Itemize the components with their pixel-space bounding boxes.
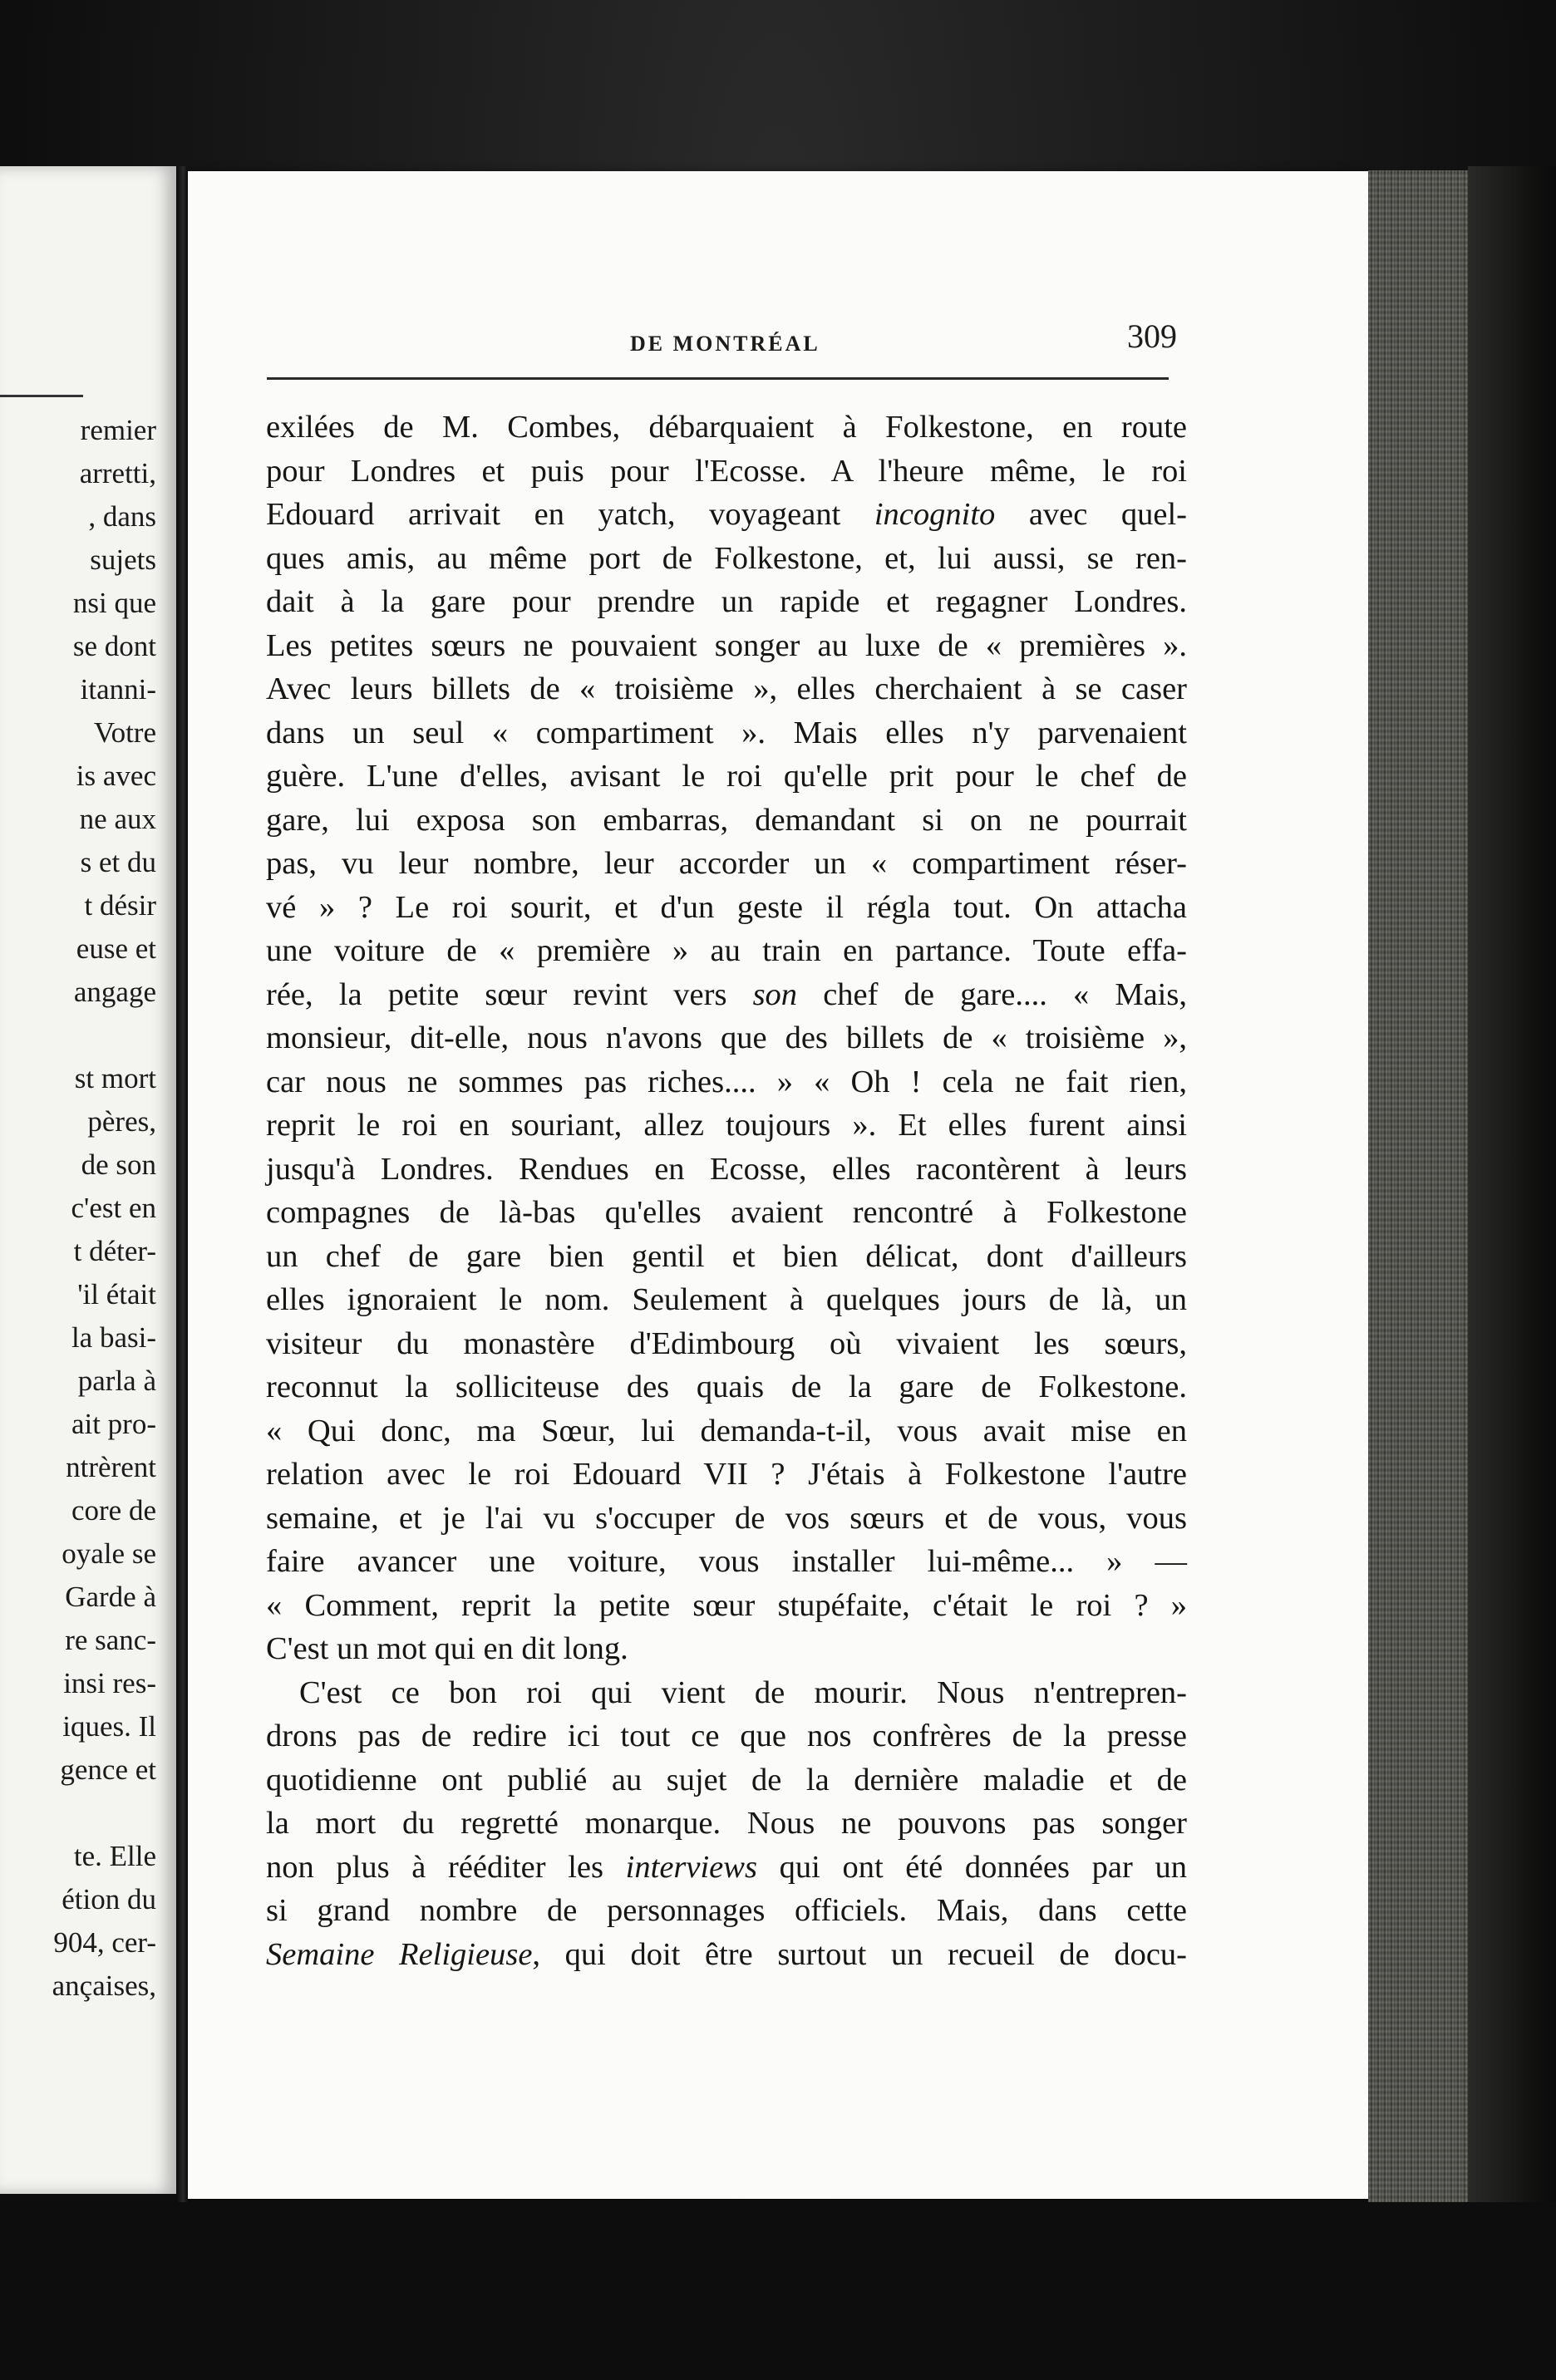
left-page-line: c'est en — [71, 1192, 156, 1224]
text-run: avec quel- — [995, 497, 1187, 532]
text-run: « Qui donc, ma Sœur, lui demanda-t-il, vous avait mise en — [266, 1413, 1187, 1448]
text-run: semaine, et je l'ai vu s'occuper de vos sœurs et de vous, vous — [266, 1500, 1187, 1536]
text-run: non plus à rééditer les — [266, 1849, 626, 1885]
text-line — [266, 1191, 1187, 1235]
text-run: C'est ce bon roi qui vient de mourir. Nous n'entrepren- — [299, 1674, 1187, 1710]
text-line — [266, 1365, 1187, 1409]
header-rule — [267, 377, 1169, 380]
left-page-line: remier — [80, 414, 156, 446]
left-page-line: ntrèrent — [66, 1451, 156, 1483]
left-page-line: itanni- — [80, 673, 156, 706]
text-line — [266, 1060, 1187, 1104]
text-run: Semaine Religieuse — [266, 1936, 533, 1972]
text-run: elles ignoraient le nom. Seulement à quelques jours de là, un — [266, 1282, 1187, 1317]
text-run: la mort du regretté monarque. Nous ne pouvons pas songer — [266, 1806, 1187, 1841]
running-title: DE MONTRÉAL — [630, 332, 820, 356]
text-run: pas, vu leur nombre, leur accorder un « compartiment réser- — [266, 846, 1187, 881]
left-page-line: se dont — [72, 630, 156, 662]
text-run: Les petites sœurs ne pouvaient songer au luxe de « premières ». — [266, 627, 1187, 663]
left-page-rule — [0, 395, 83, 397]
text-run: car nous ne sommes pas riches.... » « Oh ! cela ne fait rien, — [266, 1064, 1187, 1099]
text-line — [266, 667, 1187, 711]
text-line — [266, 886, 1187, 930]
text-run: son — [752, 976, 798, 1012]
text-run: une voiture de « première » au train en partance. Toute effa- — [266, 933, 1187, 968]
text-run: C'est un mot qui en dit long. — [266, 1631, 628, 1666]
left-page-line: parla à — [77, 1365, 156, 1397]
text-line — [266, 711, 1187, 755]
text-run: reconnut la solliciteuse des quais de la gare de Folkestone. — [266, 1369, 1187, 1404]
left-page-line: iques. Il — [62, 1710, 156, 1743]
text-run: ques amis, au même port de Folkestone, et, lui aussi, se ren- — [266, 540, 1187, 576]
left-page-line: ait pro- — [71, 1408, 156, 1440]
text-line — [266, 1148, 1187, 1192]
text-line — [266, 1409, 1187, 1453]
book-gutter — [176, 166, 188, 2219]
text-line — [266, 1278, 1187, 1322]
left-page-line: 'il était — [77, 1278, 156, 1310]
text-line — [266, 450, 1187, 494]
text-line — [266, 1846, 1187, 1890]
left-page-line: st mort — [74, 1062, 156, 1094]
text-run: Avec leurs billets de « troisième », elles cherchaient à se caser — [266, 671, 1187, 706]
text-run: reprit le roi en souriant, allez toujours ». Et elles furent ainsi — [266, 1108, 1187, 1143]
left-page-line: 904, cer- — [53, 1926, 156, 1959]
left-page-line: nsi que — [72, 587, 156, 619]
text-line — [266, 1758, 1187, 1802]
left-page-line: re sanc- — [65, 1624, 156, 1656]
text-run: si grand nombre de personnages officiels. Mais, dans cette — [266, 1893, 1187, 1928]
text-line — [266, 929, 1187, 973]
text-line — [266, 537, 1187, 581]
text-line — [266, 973, 1187, 1017]
text-line — [266, 1497, 1187, 1541]
text-run: dait à la gare pour prendre un rapide et regagner Londres. — [266, 584, 1187, 619]
text-run: incognito — [874, 497, 996, 532]
text-line — [266, 1540, 1187, 1584]
text-run: compagnes de là-bas qu'elles avaient rencontré à Folkestone — [266, 1195, 1187, 1230]
text-run: dans un seul « compartiment ». Mais elles n'y parvenaient — [266, 715, 1187, 750]
text-line — [266, 1627, 1187, 1671]
text-line — [266, 1933, 1187, 1977]
text-run: interviews — [625, 1849, 757, 1885]
text-run: faire avancer une voiture, vous installer lui-même... » — — [266, 1544, 1187, 1579]
text-run: pour Londres et puis pour l'Ecosse. A l'heure même, le roi — [266, 453, 1187, 489]
left-page-line: Garde à — [65, 1581, 156, 1613]
text-run: Edouard arrivait en yatch, voyageant — [266, 497, 874, 532]
left-page-line: s et du — [80, 846, 156, 878]
text-line — [266, 1584, 1187, 1628]
text-run: drons pas de redire ici tout ce que nos confrères de la presse — [266, 1719, 1187, 1753]
bottom-shadow — [0, 2202, 1556, 2380]
text-line — [266, 1802, 1187, 1846]
left-page-line: is avec — [76, 760, 156, 792]
text-line — [266, 406, 1187, 450]
left-page-line: de son — [81, 1148, 156, 1181]
left-page-line: angage — [73, 976, 156, 1008]
left-page-line: , dans — [88, 500, 156, 533]
body-text — [266, 406, 1187, 1976]
text-line — [266, 1104, 1187, 1148]
left-page-line: t désir — [84, 889, 156, 922]
text-run: vé » ? Le roi sourit, et d'un geste il régla tout. On attacha — [266, 889, 1187, 925]
left-page-line: sujets — [90, 543, 156, 576]
text-line — [266, 1235, 1187, 1279]
left-page-line: pères, — [87, 1105, 156, 1138]
left-page-line: core de — [71, 1494, 156, 1527]
text-run: chef de gare.... « Mais, — [797, 976, 1187, 1012]
text-run: exilées de M. Combes, débarquaient à Folkestone, en route — [266, 410, 1187, 445]
text-run: relation avec le roi Edouard VII ? J'étais à Folkestone l'autre — [266, 1457, 1187, 1492]
page-edges — [1368, 170, 1468, 2206]
left-page-line: étion du — [62, 1883, 156, 1915]
text-run: gare, lui exposa son embarras, demandant si on ne pourrait — [266, 802, 1187, 838]
book-page — [188, 171, 1368, 2199]
left-facing-page — [0, 166, 176, 2194]
text-line — [266, 1714, 1187, 1758]
text-line — [266, 842, 1187, 886]
text-run: , qui doit être surtout un recueil de docu- — [532, 1936, 1187, 1972]
text-run: quotidienne ont publié au sujet de la dernière maladie et de — [266, 1762, 1187, 1797]
left-page-line: Votre — [93, 716, 156, 749]
text-run: guère. L'une d'elles, avisant le roi qu'elle prit pour le chef de — [266, 759, 1187, 794]
left-page-line: la basi- — [71, 1321, 156, 1354]
text-line — [266, 1671, 1187, 1715]
left-page-line: gence et — [60, 1753, 156, 1786]
text-run: visiteur du monastère d'Edimbourg où vivaient les sœurs, — [266, 1325, 1187, 1361]
text-line — [266, 1453, 1187, 1497]
text-run: « Comment, reprit la petite sœur stupéfaite, c'était le roi ? » — [266, 1587, 1187, 1623]
text-line — [266, 1322, 1187, 1366]
text-line — [266, 624, 1187, 668]
text-line — [266, 580, 1187, 624]
text-line — [266, 755, 1187, 799]
text-line — [266, 1889, 1187, 1933]
left-page-line: oyale se — [62, 1537, 156, 1570]
left-page-line: ne aux — [79, 803, 156, 835]
text-run: rée, la petite sœur revint vers — [266, 976, 753, 1012]
text-run: un chef de gare bien gentil et bien délicat, dont d'ailleurs — [266, 1238, 1187, 1274]
left-page-line: arretti, — [79, 457, 156, 489]
text-line — [266, 1016, 1187, 1060]
text-run: jusqu'à Londres. Rendues en Ecosse, elles racontèrent à leurs — [266, 1151, 1187, 1187]
left-page-line: t déter- — [73, 1235, 156, 1267]
book-cover-edge — [1468, 166, 1556, 2227]
left-page-line: euse et — [76, 932, 156, 965]
left-page-line: insi res- — [63, 1667, 156, 1699]
text-run: qui ont été données par un — [756, 1849, 1187, 1885]
left-page-line: te. Elle — [73, 1840, 156, 1872]
text-line — [266, 799, 1187, 843]
text-run: monsieur, dit-elle, nous n'avons que des billets de « troisième », — [266, 1020, 1187, 1055]
text-line — [266, 493, 1187, 537]
left-page-line: ançaises, — [52, 1969, 156, 2002]
page-number: 309 — [1127, 317, 1177, 355]
